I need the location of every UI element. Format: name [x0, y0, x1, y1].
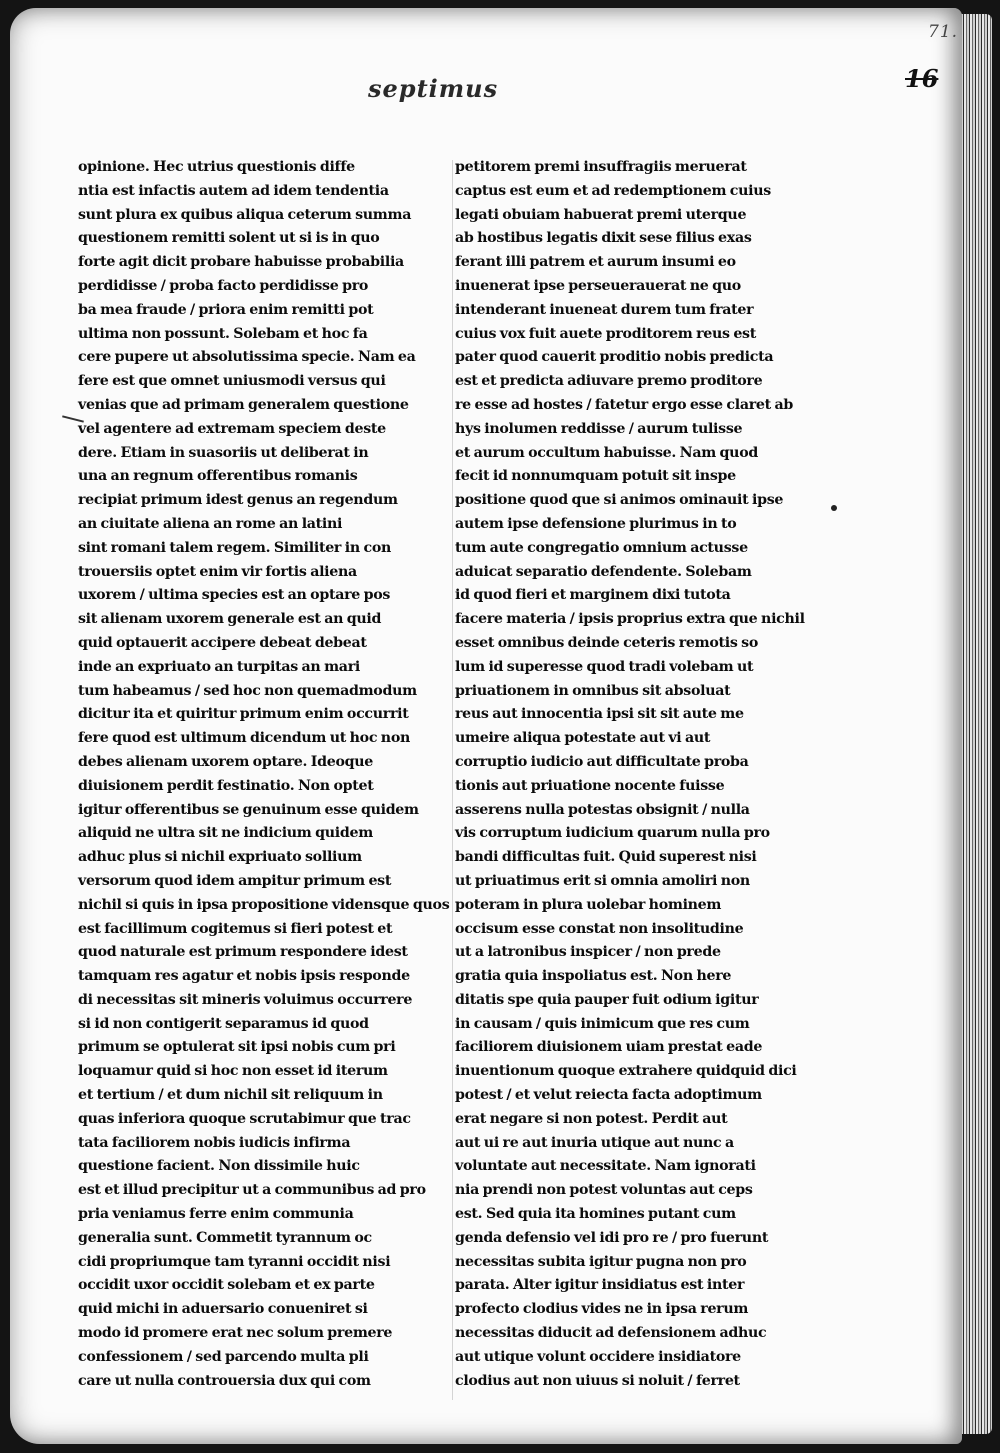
text-line: questione facient. Non dissimile huic: [78, 1158, 360, 1175]
text-line: quid michi in aduersario conueniret si: [78, 1301, 368, 1318]
ink-dot: [831, 505, 837, 511]
text-line: fere est que omnet uniusmodi versus qui: [78, 373, 386, 390]
text-line: nia prendi non potest voluntas aut ceps: [455, 1182, 753, 1199]
text-line: petitorem premi insuffragiis meruerat: [455, 159, 747, 175]
text-line: ba mea fraude / priora enim remitti pot: [78, 301, 374, 318]
text-line: inuenerat ipse perseuerauerat ne quo: [455, 277, 741, 294]
text-line: id quod fieri et marginem dixi tutota: [455, 587, 731, 604]
text-line: poteram in plura uolebar hominem: [455, 896, 722, 913]
text-line: aliquid ne ultra sit ne indicium quidem: [78, 825, 373, 842]
text-line: asserens nulla potestas obsignit / nulla: [455, 801, 750, 818]
text-line: fere quod est ultimum dicendum ut hoc non: [78, 730, 410, 747]
text-line: tum aute congregatio omnium actusse: [455, 539, 748, 556]
text-line: pater quod cauerit proditio nobis predicta: [455, 349, 774, 366]
text-line: ultima non possunt. Solebam et hoc fa: [78, 325, 368, 342]
text-line: versorum quod idem ampitur primum est: [78, 872, 392, 889]
text-line: in causam / quis inimicum que res cum: [455, 1015, 750, 1032]
text-line: clodius aut non uiuus si noluit / ferret: [455, 1372, 740, 1389]
text-line: corruptio iudicio aut difficultate proba: [455, 753, 749, 770]
text-line: lum id superesse quod tradi volebam ut: [455, 658, 754, 675]
text-line: vel agentere ad extremam speciem deste: [78, 420, 386, 437]
text-line: tata faciliorem nobis iudicis infirma: [78, 1134, 351, 1151]
page-edges: [958, 14, 992, 1434]
text-line: positione quod que si animos ominauit ipse: [455, 492, 784, 509]
text-line: esset omnibus deinde ceteris remotis so: [455, 634, 759, 651]
text-column-right: [455, 156, 805, 1393]
text-line: trouersiis optet enim vir fortis aliena: [78, 563, 357, 580]
text-line: venias que ad primam generalem questione: [78, 396, 409, 413]
text-line: loquamur quid si hoc non esset id iterum: [78, 1063, 388, 1080]
text-line: generalia sunt. Commetit tyrannum oc: [78, 1229, 372, 1246]
text-line: potest / et velut reiecta facta adoptimum: [455, 1087, 762, 1104]
text-line: erat negare si non potest. Perdit aut: [455, 1110, 728, 1127]
text-line: occidit uxor occidit solebam et ex parte: [78, 1277, 375, 1294]
text-line: ferant illi patrem et aurum insumi eo: [455, 254, 736, 271]
text-line: et aurum occultum habuisse. Nam quod: [455, 444, 758, 461]
text-line: inuentionum quoque extrahere quidquid dici: [455, 1063, 797, 1080]
text-line: cidi propriumque tam tyranni occidit nisi: [78, 1253, 391, 1270]
text-line: tum habeamus / sed hoc non quemadmodum: [78, 682, 417, 699]
text-line: genda defensio vel idi pro re / pro fuerunt: [455, 1229, 769, 1246]
text-line: voluntate aut necessitate. Nam ignorati: [455, 1158, 756, 1175]
text-line: uxorem / ultima species est an optare pos: [78, 587, 391, 604]
text-line: si id non contigerit separamus id quod: [78, 1015, 369, 1032]
text-line: aut utique volunt occidere insidiatore: [455, 1348, 741, 1365]
text-line: hys inolumen reddisse / aurum tulisse: [455, 420, 743, 437]
text-line: cere pupere ut absolutissima specie. Nam ea: [78, 349, 416, 366]
text-line: gratia quia inspoliatus est. Non here: [455, 968, 732, 985]
text-line: quid optauerit accipere debeat debeat: [78, 634, 367, 651]
text-line: ntia est infactis autem ad idem tendentia: [78, 182, 389, 199]
text-line: autem ipse defensione plurimus in to: [455, 515, 737, 532]
text-line: igitur offerentibus se genuinum esse quidem: [78, 801, 419, 818]
text-line: diuisionem perdit festinatio. Non optet: [78, 777, 374, 794]
text-line: di necessitas sit mineris voluimus occurrere: [78, 991, 413, 1008]
text-line: una an regnum offerentibus romanis: [78, 468, 358, 485]
text-line: an ciuitate aliena an rome an latini: [78, 515, 343, 532]
text-line: nichil si quis in ipsa propositione vidensque quos: [78, 896, 450, 913]
text-line: est et illud precipitur ut a communibus ad pro: [78, 1182, 426, 1199]
text-line: re esse ad hostes / fatetur ergo esse claret ab: [455, 396, 794, 413]
text-line: confessionem / sed parcendo multa pli: [78, 1348, 369, 1365]
text-line: cuius vox fuit auete proditorem reus est: [455, 325, 756, 342]
text-line: occisum esse constat non insolitudine: [455, 920, 744, 937]
text-line: reus aut innocentia ipsi sit sit aute me: [455, 706, 744, 723]
text-line: et tertium / et dum nichil sit reliquum in: [78, 1087, 383, 1104]
folio-number: 71.: [928, 22, 959, 42]
text-line: tionis aut priuatione nocente fuisse: [455, 777, 725, 794]
text-line: questionem remitti solent ut si is in quo: [78, 230, 380, 247]
text-line: sit alienam uxorem generale est an quid: [78, 611, 382, 628]
text-line: intenderant inueneat durem tum frater: [455, 301, 754, 318]
text-line: est. Sed quia ita homines putant cum: [455, 1206, 736, 1223]
text-line: perdidisse / proba facto perdidisse pro: [78, 277, 369, 294]
text-line: inde an expriuato an turpitas an mari: [78, 658, 360, 675]
text-line: sint romani talem regem. Similiter in con: [78, 539, 391, 556]
text-line: necessitas diducit ad defensionem adhuc: [455, 1325, 767, 1342]
text-line: est et predicta adiuvare premo proditore: [455, 373, 763, 390]
column-ruling: [452, 160, 453, 1400]
text-line: umeire aliqua potestate aut vi aut: [455, 730, 711, 747]
text-line: faciliorem diuisionem uiam prestat eade: [455, 1039, 763, 1056]
running-title: septimus: [368, 74, 499, 103]
text-line: forte agit dicit probare habuisse probabilia: [78, 254, 404, 271]
text-line: opinione. Hec utrius questionis diffe: [78, 159, 355, 175]
text-line: profecto clodius vides ne in ipsa rerum: [455, 1301, 749, 1318]
text-line: parata. Alter igitur insidiatus est inter: [455, 1277, 745, 1294]
text-line: est facillimum cogitemus si fieri potest et: [78, 920, 393, 937]
text-line: legati obuiam habuerat premi uterque: [455, 206, 747, 223]
text-line: quod naturale est primum respondere idest: [78, 944, 408, 961]
text-line: facere materia / ipsis proprius extra que nichil: [455, 611, 805, 628]
text-line: captus est eum et ad redemptionem cuius: [455, 182, 771, 199]
text-line: adhuc plus si nichil expriuato sollium: [78, 849, 362, 866]
text-line: dicitur ita et quiritur primum enim occurrit: [78, 706, 409, 723]
text-line: primum se optulerat sit ipsi nobis cum pri: [78, 1039, 396, 1056]
text-line: priuationem in omnibus sit absoluat: [455, 682, 731, 699]
text-line: necessitas subita igitur pugna non pro: [455, 1253, 747, 1270]
text-line: sunt plura ex quibus aliqua ceterum summa: [78, 206, 412, 223]
text-column-left: [78, 156, 450, 1393]
text-line: modo id promere erat nec solum premere: [78, 1325, 393, 1342]
text-line: aut ui re aut inuria utique aut nunc a: [455, 1134, 734, 1151]
text-line: ditatis spe quia pauper fuit odium igitur: [455, 991, 759, 1008]
text-line: ut priuatimus erit si omnia amoliri non: [455, 872, 750, 889]
text-line: bandi difficultas fuit. Quid superest nisi: [455, 849, 757, 866]
text-line: care ut nulla controuersia dux qui com: [78, 1372, 371, 1389]
text-line: dere. Etiam in suasoriis ut deliberat in: [78, 444, 369, 461]
text-line: quas inferiora quoque scrutabimur que trac: [78, 1110, 411, 1127]
text-line: ut a latronibus inspicer / non prede: [455, 944, 721, 961]
text-line: vis corruptum iudicium quarum nulla pro: [455, 825, 770, 842]
text-line: recipiat primum idest genus an regendum: [78, 492, 398, 509]
quire-mark: 16: [905, 64, 939, 93]
text-line: tamquam res agatur et nobis ipsis responde: [78, 968, 410, 985]
text-line: pria veniamus ferre enim communia: [78, 1206, 354, 1223]
text-line: fecit id nonnumquam potuit sit inspe: [455, 468, 736, 485]
text-line: debes alienam uxorem optare. Ideoque: [78, 753, 373, 770]
text-line: aduicat separatio defendente. Solebam: [455, 563, 752, 580]
text-line: ab hostibus legatis dixit sese filius exas: [455, 230, 752, 247]
